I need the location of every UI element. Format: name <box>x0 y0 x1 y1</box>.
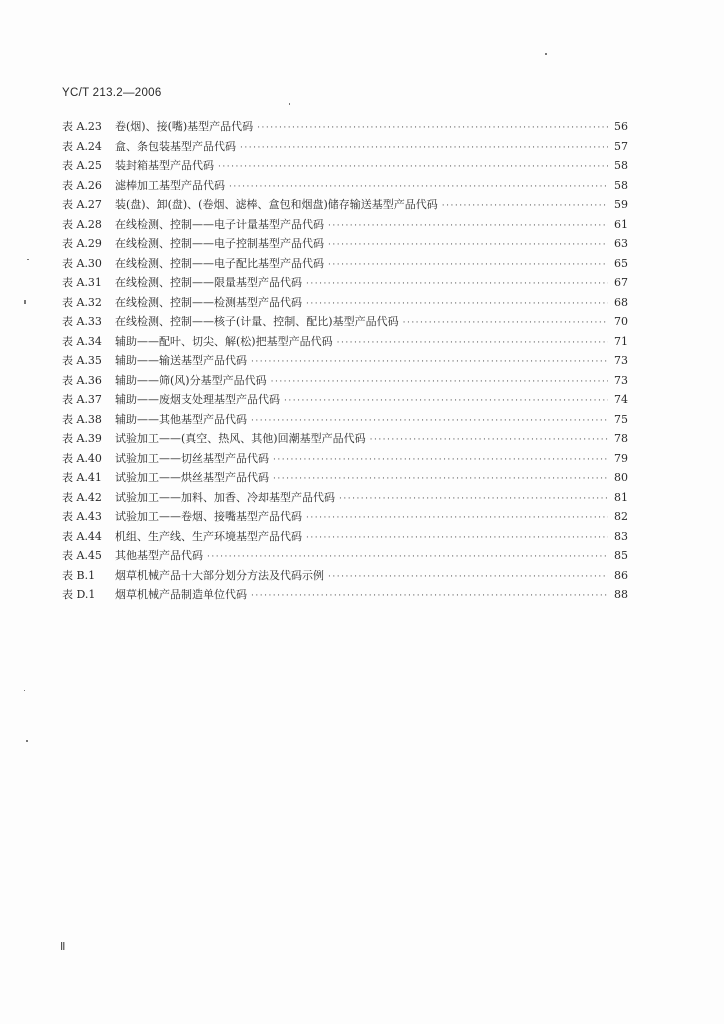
toc-entry-title: 机组、生产线、生产环境基型产品代码 <box>115 529 302 543</box>
toc-dot-leader <box>328 221 608 231</box>
toc-dot-leader <box>328 572 608 582</box>
toc-entry-title: 辅助——废烟支处理基型产品代码 <box>115 393 280 406</box>
toc-dot-leader <box>328 240 608 250</box>
toc-entry-page-number: 65 <box>614 256 628 270</box>
toc-dot-leader <box>273 474 608 484</box>
toc-entry[interactable] <box>62 391 628 411</box>
toc-entry[interactable] <box>62 235 628 255</box>
toc-entry-label: 表 D.1 <box>62 588 96 601</box>
toc-entry-page-number: 68 <box>614 295 628 309</box>
page-number: Ⅱ <box>60 941 66 953</box>
toc-entry[interactable] <box>62 567 628 587</box>
toc-entry-label: 表 A.27 <box>62 198 102 211</box>
toc-entry-label: 表 A.33 <box>62 315 102 328</box>
toc-entry-label: 表 A.37 <box>62 393 102 406</box>
toc-dot-leader <box>306 299 608 309</box>
toc-entry-page-number: 67 <box>614 276 628 289</box>
toc-entry-title: 辅助——输送基型产品代码 <box>115 354 247 367</box>
toc-entry[interactable] <box>62 274 628 294</box>
toc-entry-page-number: 61 <box>614 217 628 231</box>
toc-entry-label: 表 A.35 <box>62 354 102 367</box>
toc-entry-title: 在线检测、控制——电子计量基型产品代码 <box>115 217 324 231</box>
toc-entry-page-number: 81 <box>614 490 628 504</box>
toc-dot-leader <box>240 143 608 153</box>
toc-entry-label: 表 A.36 <box>62 373 102 387</box>
standard-number: YC/T 213.2—2006 <box>62 87 162 99</box>
toc-entry-label: 表 A.41 <box>62 471 102 484</box>
toc-entry-page-number: 74 <box>614 393 628 406</box>
toc-entry-page-number: 75 <box>614 412 628 426</box>
toc-entry-title: 在线检测、控制——限量基型产品代码 <box>115 276 302 289</box>
toc-dot-leader <box>306 513 608 523</box>
toc-dot-leader <box>339 494 608 504</box>
toc-entry-page-number: 73 <box>614 354 628 367</box>
toc-entry[interactable] <box>62 372 628 392</box>
toc-entry-page-number: 57 <box>614 139 628 153</box>
toc-dot-leader <box>251 357 608 367</box>
toc-entry-page-number: 58 <box>614 159 628 172</box>
toc-entry[interactable] <box>62 586 628 606</box>
toc-entry[interactable] <box>62 255 628 275</box>
toc-entry[interactable] <box>62 333 628 353</box>
toc-entry-title: 试验加工——烘丝基型产品代码 <box>115 471 269 484</box>
toc-dot-leader <box>251 591 608 601</box>
toc-dot-leader <box>306 533 608 543</box>
scan-speck <box>289 103 290 105</box>
toc-entry-title: 试验加工——加料、加香、冷却基型产品代码 <box>115 490 335 504</box>
toc-entry-title: 在线检测、控制——电子配比基型产品代码 <box>115 256 324 270</box>
toc-entry[interactable] <box>62 450 628 470</box>
table-of-contents <box>62 118 628 606</box>
toc-entry[interactable] <box>62 294 628 314</box>
toc-entry-title: 盒、条包装基型产品代码 <box>115 139 236 153</box>
toc-entry[interactable] <box>62 547 628 567</box>
toc-dot-leader <box>271 377 608 387</box>
toc-entry-page-number: 71 <box>614 334 628 348</box>
toc-dot-leader <box>257 123 608 133</box>
toc-entry[interactable] <box>62 313 628 333</box>
toc-entry[interactable] <box>62 196 628 216</box>
toc-entry[interactable] <box>62 411 628 431</box>
toc-entry-label: 表 A.45 <box>62 549 102 562</box>
toc-entry-title: 在线检测、控制——电子控制基型产品代码 <box>115 237 324 250</box>
toc-entry-page-number: 79 <box>614 451 628 465</box>
toc-entry-label: 表 A.25 <box>62 159 102 172</box>
toc-dot-leader <box>328 260 608 270</box>
scan-speck <box>545 53 547 55</box>
toc-dot-leader <box>370 435 608 445</box>
toc-entry[interactable] <box>62 177 628 197</box>
toc-dot-leader <box>284 396 608 406</box>
toc-dot-leader <box>273 455 608 465</box>
toc-entry-page-number: 59 <box>614 198 628 211</box>
toc-entry-label: 表 A.42 <box>62 490 102 504</box>
toc-entry[interactable] <box>62 157 628 177</box>
toc-entry[interactable] <box>62 489 628 509</box>
toc-entry-label: 表 B.1 <box>62 568 96 582</box>
scan-speck <box>24 690 25 691</box>
toc-entry-title: 试验加工——切丝基型产品代码 <box>115 451 269 465</box>
toc-entry-label: 表 A.31 <box>62 276 102 289</box>
toc-entry-label: 表 A.34 <box>62 334 102 348</box>
toc-entry-page-number: 83 <box>614 529 628 543</box>
toc-dot-leader <box>442 201 608 211</box>
toc-entry-label: 表 A.40 <box>62 451 102 465</box>
toc-entry-page-number: 70 <box>614 315 628 328</box>
toc-entry-page-number: 63 <box>614 237 628 250</box>
toc-entry-page-number: 86 <box>614 568 628 582</box>
toc-entry[interactable] <box>62 430 628 450</box>
toc-entry-label: 表 A.24 <box>62 139 102 153</box>
toc-dot-leader <box>403 318 608 328</box>
toc-entry[interactable] <box>62 138 628 158</box>
toc-entry-label: 表 A.32 <box>62 295 102 309</box>
toc-entry-page-number: 56 <box>614 120 628 133</box>
toc-entry-title: 试验加工——卷烟、接嘴基型产品代码 <box>115 510 302 523</box>
toc-entry-page-number: 88 <box>614 588 628 601</box>
toc-entry-title: 辅助——其他基型产品代码 <box>115 412 247 426</box>
toc-entry-title: 装封箱基型产品代码 <box>115 159 214 172</box>
toc-entry-page-number: 80 <box>614 471 628 484</box>
toc-entry-title: 烟草机械产品制造单位代码 <box>115 588 247 601</box>
toc-entry-page-number: 73 <box>614 373 628 387</box>
toc-entry-label: 表 A.43 <box>62 510 102 523</box>
toc-entry-page-number: 85 <box>614 549 628 562</box>
toc-entry-title: 卷(烟)、接(嘴)基型产品代码 <box>115 120 254 133</box>
toc-entry-title: 烟草机械产品十大部分划分方法及代码示例 <box>115 568 324 582</box>
toc-entry-label: 表 A.29 <box>62 237 102 250</box>
toc-dot-leader <box>251 416 608 426</box>
toc-entry[interactable] <box>62 528 628 548</box>
toc-entry-title: 滤棒加工基型产品代码 <box>115 178 225 192</box>
toc-entry-label: 表 A.28 <box>62 217 102 231</box>
toc-entry-title: 在线检测、控制——核子(计量、控制、配比)基型产品代码 <box>115 315 399 328</box>
toc-entry-label: 表 A.30 <box>62 256 102 270</box>
toc-entry-label: 表 A.23 <box>62 120 102 133</box>
toc-entry-page-number: 82 <box>614 510 628 523</box>
toc-dot-leader <box>207 552 608 562</box>
toc-entry-title: 试验加工——(真空、热风、其他)回潮基型产品代码 <box>115 432 366 445</box>
toc-entry-title: 辅助——筛(风)分基型产品代码 <box>115 373 267 387</box>
toc-dot-leader <box>337 338 608 348</box>
toc-entry[interactable] <box>62 216 628 236</box>
toc-entry-title: 其他基型产品代码 <box>115 549 203 562</box>
toc-entry-label: 表 A.39 <box>62 432 102 445</box>
toc-entry-page-number: 58 <box>614 178 628 192</box>
toc-entry[interactable] <box>62 118 628 138</box>
toc-entry-title: 在线检测、控制——检测基型产品代码 <box>115 295 302 309</box>
toc-entry[interactable] <box>62 469 628 489</box>
toc-entry-label: 表 A.44 <box>62 529 102 543</box>
toc-dot-leader <box>218 162 608 172</box>
toc-entry-page-number: 78 <box>614 432 628 445</box>
scan-speck <box>24 300 26 304</box>
scan-speck <box>26 740 28 742</box>
toc-entry[interactable] <box>62 352 628 372</box>
toc-dot-leader <box>229 182 608 192</box>
toc-entry-title: 辅助——配叶、切尖、解(松)把基型产品代码 <box>115 334 333 348</box>
toc-entry-label: 表 A.26 <box>62 178 102 192</box>
toc-entry-label: 表 A.38 <box>62 412 102 426</box>
scan-speck <box>27 259 29 260</box>
toc-entry-title: 装(盘)、卸(盘)、(卷烟、滤棒、盒包和烟盘)储存输送基型产品代码 <box>115 198 438 211</box>
toc-entry[interactable] <box>62 508 628 528</box>
toc-dot-leader <box>306 279 608 289</box>
